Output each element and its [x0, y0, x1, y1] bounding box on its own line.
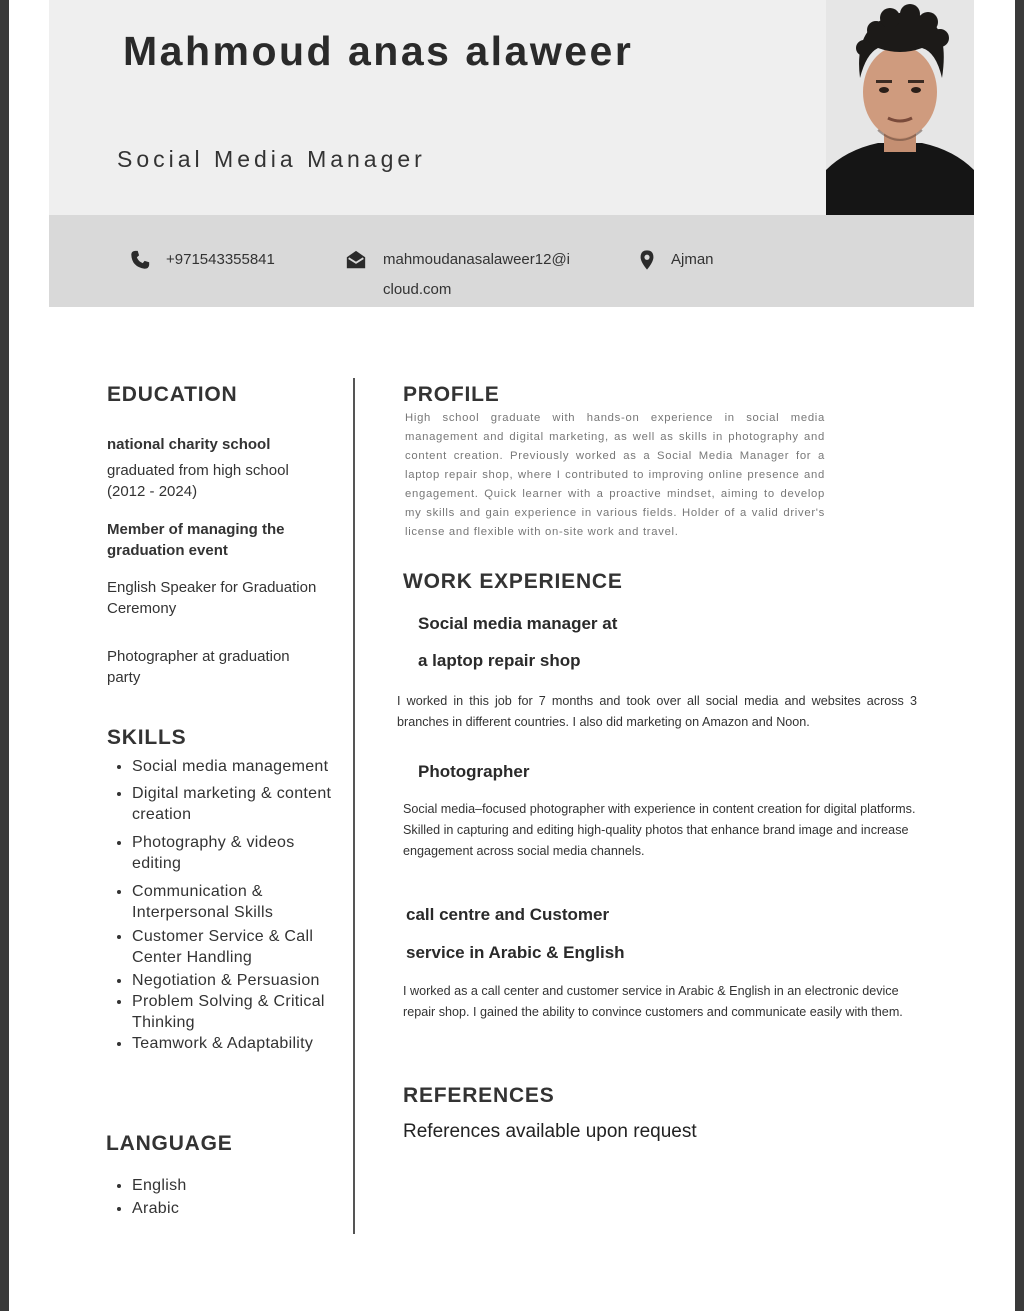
references-heading: REFERENCES — [403, 1084, 555, 1107]
skill-item: • Customer Service & Call Center Handling — [132, 926, 347, 968]
skill-item: • Digital marketing & content creation — [132, 783, 347, 825]
education-heading: EDUCATION — [107, 383, 238, 406]
header-band — [49, 0, 974, 215]
location-pin-icon — [636, 249, 658, 271]
portrait-illustration — [826, 0, 974, 219]
email-line-2[interactable]: cloud.com — [383, 281, 452, 298]
skills-list — [108, 756, 347, 1054]
profile-summary: High school graduate with hands-on experience in social media management and digital marketing, as well as skills in photography and content creation. Previously worked as a Social Media Manager for a laptop repair shop, where I contributed to improving online presence and engagement. Quick learner with a proactive mindset, aiming to develop my skills and gain experience in various fields. Holder of a valid driver's license and flexible with on-site work and travel. — [405, 412, 825, 538]
profile-photo — [826, 0, 974, 219]
job-title-line-1: Photographer — [418, 762, 530, 781]
job-title-line-1: Social media manager at — [418, 614, 618, 633]
job-description: I worked as a call center and customer service in Arabic & English in an electronic device repair shop. I gained the ability to convince customers and communicate easily with them. — [403, 984, 903, 1019]
candidate-name: Mahmoud anas alaweer — [123, 28, 634, 74]
phone-icon — [129, 249, 151, 271]
job-description: I worked in this job for 7 months and took over all social media and websites across 3 branches in different countries. I also did marketing on Amazon and Noon. — [397, 694, 917, 729]
profile-heading: PROFILE — [403, 383, 500, 406]
language-heading: LANGUAGE — [106, 1132, 233, 1155]
education-photographer: Photographer at graduation party — [107, 648, 290, 686]
job-title-line-1: call centre and Customer — [406, 905, 610, 924]
education-speaker: English Speaker for Graduation Ceremony — [107, 579, 317, 617]
job-title-line-2: service in Arabic & English — [406, 943, 625, 962]
job-description: Social media–focused photographer with experience in content creation for digital platforms. Skilled in capturing and editing high-quality photos that enhance brand image and increase engagement across social media channels. — [403, 802, 916, 858]
skill-item: • Communication & Interpersonal Skills — [132, 881, 347, 923]
skill-item: • Teamwork & Adaptability — [132, 1033, 347, 1054]
skill-item: • Photography & videos editing — [132, 832, 347, 874]
education-member: Member of managing the graduation event — [107, 521, 285, 559]
phone-number[interactable]: +971543355841 — [166, 251, 275, 268]
column-divider — [353, 378, 355, 1234]
language-list — [108, 1174, 332, 1220]
skill-item: • Social media management — [132, 756, 347, 777]
language-item: • Arabic — [132, 1197, 332, 1220]
email-icon — [345, 249, 367, 271]
skills-heading: SKILLS — [107, 726, 187, 749]
references-text: References available upon request — [403, 1121, 697, 1142]
candidate-title: Social Media Manager — [117, 146, 426, 172]
resume-page — [9, 0, 1015, 1311]
education-school: national charity school — [107, 436, 271, 453]
education-graduated: graduated from high school (2012 - 2024) — [107, 462, 289, 500]
language-item: • English — [132, 1174, 332, 1197]
location: Ajman — [671, 251, 714, 268]
work-experience-heading: WORK EXPERIENCE — [403, 570, 623, 593]
contact-bar — [49, 215, 974, 307]
skill-item: • Problem Solving & Critical Thinking — [132, 991, 347, 1033]
skill-item: • Negotiation & Persuasion — [132, 970, 347, 991]
email-line-1[interactable]: mahmoudanasalaweer12@i — [383, 251, 571, 268]
job-title-line-2: a laptop repair shop — [418, 651, 581, 670]
